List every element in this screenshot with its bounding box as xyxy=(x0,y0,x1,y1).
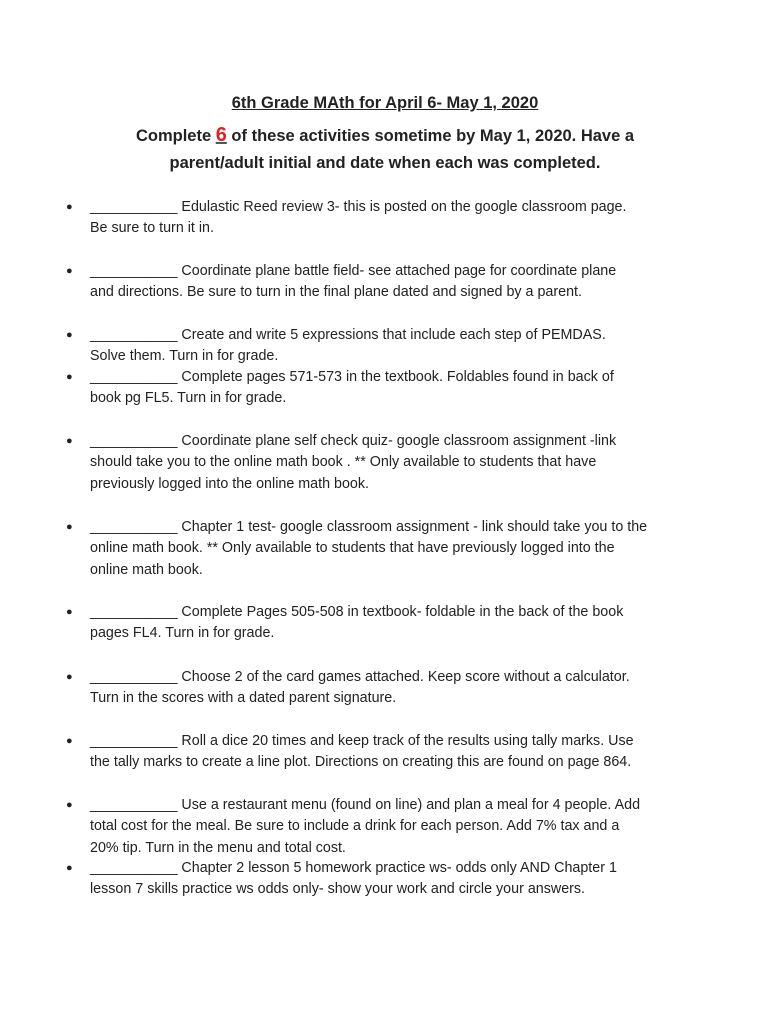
activity-line: pages FL4. Turn in for grade. xyxy=(90,625,275,642)
activity-text xyxy=(90,858,700,901)
activity-text xyxy=(90,197,700,240)
bullet-icon: ● xyxy=(66,265,73,277)
bullet-icon: ● xyxy=(66,201,73,213)
instructions-line1: of these activities sometime by May 1, 2020. Have a xyxy=(226,127,635,145)
activity-item xyxy=(60,858,700,901)
activity-item xyxy=(60,731,700,774)
document-title xyxy=(0,94,770,113)
activity-line: ___________ Choose 2 of the card games attached. Keep score without a calculator. xyxy=(90,669,630,685)
activity-line: Solve them. Turn in for grade. xyxy=(90,348,279,365)
activity-line: lesson 7 skills practice ws odds only- show your work and circle your answers. xyxy=(90,881,586,898)
activity-item xyxy=(60,667,700,710)
activity-line: ___________ Chapter 2 lesson 5 homework practice ws- odds only AND Chapter 1 xyxy=(90,860,617,876)
activity-item xyxy=(60,795,700,859)
activity-text xyxy=(90,667,700,710)
activity-line: Be sure to turn it in. xyxy=(90,220,214,237)
activity-item xyxy=(60,261,700,304)
activity-text xyxy=(90,431,700,495)
activity-line: the tally marks to create a line plot. Directions on creating this are found on page 864. xyxy=(90,754,632,771)
bullet-icon: ● xyxy=(66,435,73,447)
activity-item xyxy=(60,602,700,645)
activity-text xyxy=(90,795,700,859)
activity-item xyxy=(60,431,700,495)
activity-line: ___________ Use a restaurant menu (found on line) and plan a meal for 4 people. Add xyxy=(90,797,641,813)
bullet-icon: ● xyxy=(66,371,73,383)
activity-count: 6 xyxy=(215,124,227,146)
activity-line: and directions. Be sure to turn in the final plane dated and signed by a parent. xyxy=(90,284,582,301)
activity-line: ___________ Complete pages 571-573 in the textbook. Foldables found in back of xyxy=(90,369,614,385)
activity-line: Turn in the scores with a dated parent signature. xyxy=(90,690,397,707)
bullet-icon: ● xyxy=(66,799,73,811)
bullet-icon: ● xyxy=(66,671,73,683)
bullet-icon: ● xyxy=(66,606,73,618)
instructions-line2: parent/adult initial and date when each was completed. xyxy=(169,154,601,172)
activity-text xyxy=(90,261,700,304)
title-text: 6th Grade MAth for April 6- May 1, 2020 xyxy=(231,94,539,112)
activity-line: ___________ Coordinate plane self check quiz- google classroom assignment -link xyxy=(90,433,617,449)
activity-text xyxy=(90,367,700,410)
activity-line: online math book. xyxy=(90,561,203,578)
instructions-heading xyxy=(0,122,770,177)
activity-item xyxy=(60,325,700,368)
activity-item xyxy=(60,517,700,581)
activity-text xyxy=(90,731,700,774)
activity-line: 20% tip. Turn in the menu and total cost. xyxy=(90,839,346,856)
activity-line: should take you to the online math book . ** Only available to students that have xyxy=(90,454,597,471)
bullet-icon: ● xyxy=(66,329,73,341)
activity-item xyxy=(60,197,700,240)
activity-line: ___________ Roll a dice 20 times and keep track of the results using tally marks. Use xyxy=(90,733,634,749)
activity-line: ___________ Edulastic Reed review 3- this is posted on the google classroom page. xyxy=(90,199,627,215)
bullet-icon: ● xyxy=(66,862,73,874)
bullet-icon: ● xyxy=(66,735,73,747)
activity-line: ___________ Create and write 5 expressions that include each step of PEMDAS. xyxy=(90,327,606,343)
activity-line: previously logged into the online math book. xyxy=(90,475,369,492)
activity-item xyxy=(60,367,700,410)
activity-line: ___________ Complete Pages 505-508 in textbook- foldable in the back of the book xyxy=(90,604,624,620)
activity-line: ___________ Chapter 1 test- google classroom assignment - link should take you to the xyxy=(90,519,648,535)
activity-line: book pg FL5. Turn in for grade. xyxy=(90,390,287,407)
activity-text xyxy=(90,517,700,581)
activity-line: online math book. ** Only available to students that have previously logged into the xyxy=(90,540,615,557)
instructions-prefix: Complete xyxy=(135,127,216,145)
activity-text xyxy=(90,325,700,368)
bullet-icon: ● xyxy=(66,521,73,533)
activity-line: total cost for the meal. Be sure to include a drink for each person. Add 7% tax and a xyxy=(90,818,620,835)
activity-text xyxy=(90,602,700,645)
activity-line: ___________ Coordinate plane battle field- see attached page for coordinate plane xyxy=(90,263,617,279)
